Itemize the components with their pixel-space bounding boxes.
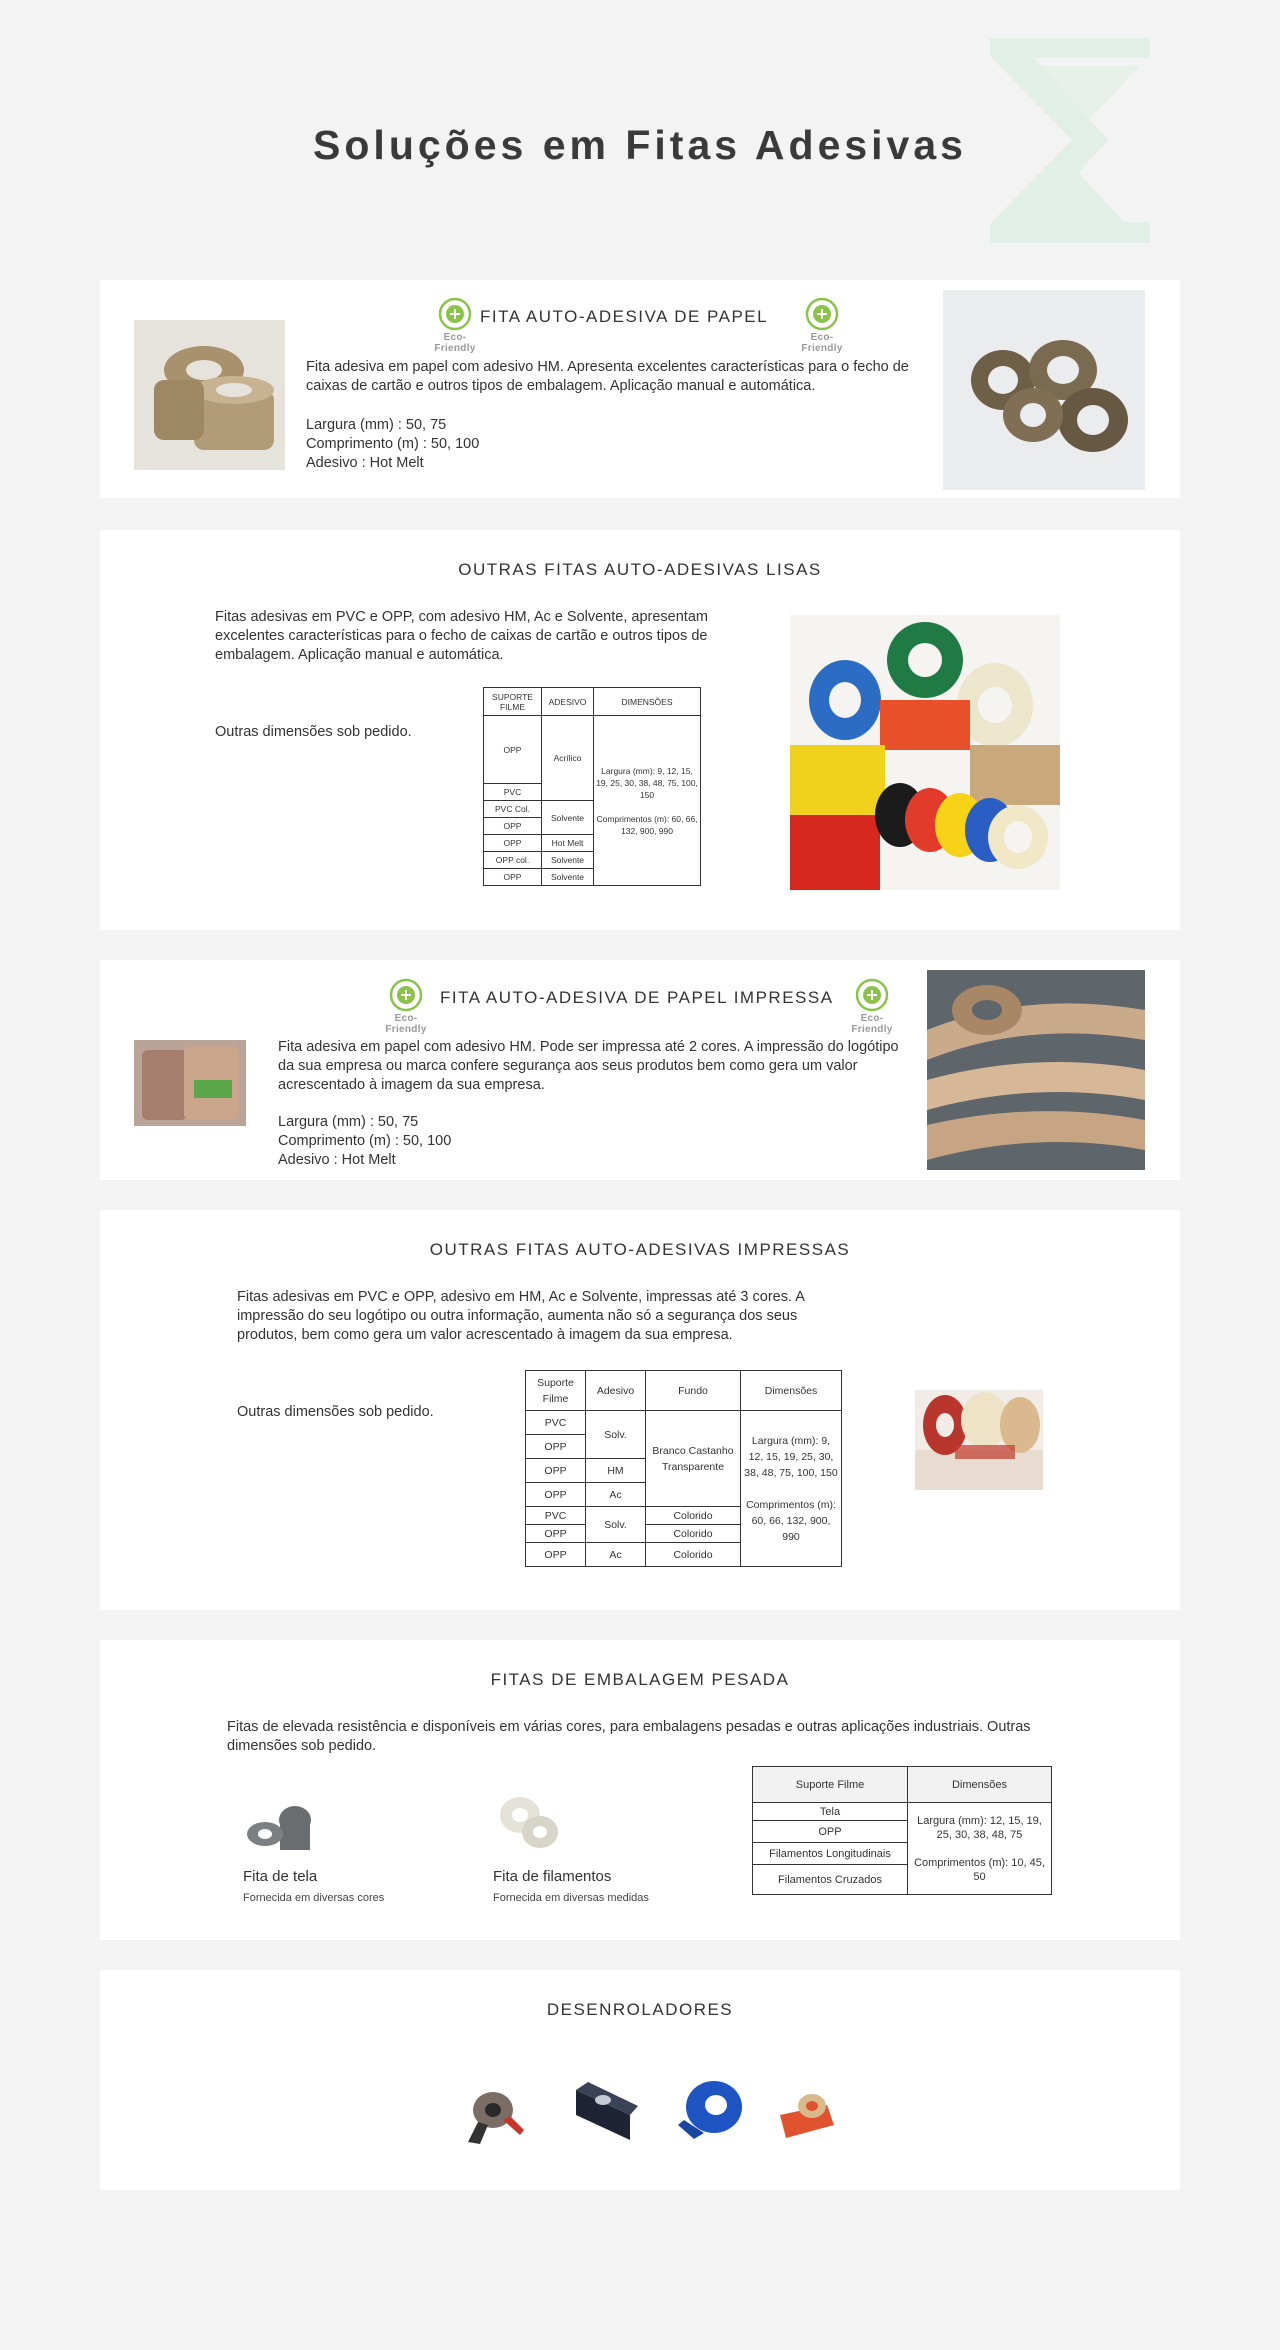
filament-tape-item — [493, 1868, 649, 1904]
cell-adhesive: Solvente — [542, 852, 594, 869]
product-name: Fita de filamentos — [493, 1868, 612, 1885]
header-film: Suporte Filme — [753, 1767, 908, 1803]
section-title: FITA AUTO-ADESIVA DE PAPEL IMPRESSA — [440, 988, 834, 1007]
bench-dispenser-photo — [568, 2070, 643, 2145]
cell-film: OPP — [484, 835, 542, 852]
spec-width: Largura (mm) : 50, 75 — [278, 1114, 419, 1130]
cell-adhesive: Hot Melt — [542, 835, 594, 852]
cell-dimensions: Largura (mm): 12, 15, 19, 25, 30, 38, 48, 75 Comprimentos (m): 10, 45, 50 — [908, 1803, 1052, 1895]
cell-film: OPP — [526, 1483, 586, 1507]
section-note: Outras dimensões sob pedido. — [237, 1404, 434, 1420]
cell-adhesive: HM — [586, 1459, 646, 1483]
spec-width: Largura (mm) : 50, 75 — [306, 417, 447, 433]
header-film: Suporte Filme — [526, 1371, 586, 1411]
section-description: Fita adesiva em papel com adesivo HM. Pode ser impressa até 2 cores. A impressão do logótipo da sua empresa ou marca confere segurança aos seus produtos bem como gera um valor acrescentado à imagem da sua empresa. — [278, 1039, 899, 1093]
spec-list — [306, 416, 479, 473]
cell-film: OPP — [753, 1821, 908, 1843]
cell-background: Colorido — [646, 1543, 741, 1567]
section-note: Outras dimensões sob pedido. — [215, 724, 412, 740]
cell-dimensions: Largura (mm): 9, 12, 15, 19, 25, 30, 38, 48, 75, 100, 150 Comprimentos (m): 60, 66, 132, 900, 990 — [594, 716, 701, 886]
section-description: Fita adesiva em papel com adesivo HM. Apresenta excelentes características para o fecho de caixas de cartão e outros tipos de embalagem. Aplicação manual e automática. — [306, 359, 909, 394]
cell-adhesive: Ac — [586, 1483, 646, 1507]
cell-film: Filamentos Longitudinais — [753, 1843, 908, 1865]
cell-adhesive: Solvente — [542, 869, 594, 886]
spec-list — [278, 1113, 451, 1170]
eco-friendly-icon — [389, 978, 423, 1012]
section-title: OUTRAS FITAS AUTO-ADESIVAS IMPRESSAS — [429, 1240, 851, 1259]
cell-film: PVC Col. — [484, 801, 542, 818]
cloth-tape-photo — [240, 1792, 315, 1857]
cell-film: OPP — [526, 1525, 586, 1543]
printed-tape-closeup-photo — [927, 970, 1145, 1170]
cell-film: PVC — [484, 784, 542, 801]
paper-tape-rolls-photo — [943, 290, 1145, 490]
section-title: OUTRAS FITAS AUTO-ADESIVAS LISAS — [458, 560, 822, 579]
section-description: Fitas de elevada resistência e disponíveis em várias cores, para embalagens pesadas e outras aplicações industriais. Outras dimensões sob pedido. — [227, 1719, 1031, 1754]
cell-film: OPP col. — [484, 852, 542, 869]
eco-friendly-icon — [855, 978, 889, 1012]
cell-film: OPP — [484, 716, 542, 784]
product-sub: Fornecida em diversas cores — [243, 1892, 385, 1904]
header-dimensions: Dimensões — [741, 1371, 842, 1411]
spec-adhesive: Adesivo : Hot Melt — [278, 1152, 396, 1168]
section-title: FITAS DE EMBALAGEM PESADA — [490, 1670, 790, 1689]
cell-film: OPP — [484, 869, 542, 886]
cell-adhesive: Solvente — [542, 801, 594, 835]
plain-tapes-table — [483, 687, 701, 886]
cell-adhesive: Acrílico — [542, 716, 594, 801]
section-printed-paper-tape — [100, 960, 1180, 1180]
cell-dimensions: Largura (mm): 9, 12, 15, 19, 25, 30, 38, 48, 75, 100, 150 Comprimentos (m): 60, 66, 132, 900, 990 — [741, 1411, 842, 1567]
filament-tape-photo — [490, 1790, 565, 1855]
cell-adhesive: Solv. — [586, 1507, 646, 1543]
cell-film: PVC — [526, 1507, 586, 1525]
header-adhesive: ADESIVO — [542, 688, 594, 716]
printed-tapes-table — [525, 1370, 842, 1567]
section-description: Fitas adesivas em PVC e OPP, com adesivo HM, Ac e Solvente, apresentam excelentes características para o fecho de caixas de cartão e outros tipos de embalagem. Aplicação manual e automática. — [215, 609, 708, 663]
heavy-packaging-table — [752, 1766, 1052, 1895]
paper-tape-photo — [134, 320, 285, 470]
header-dimensions: DIMENSÕES — [594, 688, 701, 716]
cell-background: Colorido — [646, 1525, 741, 1543]
spec-adhesive: Adesivo : Hot Melt — [306, 455, 424, 471]
eco-friendly-icon — [805, 297, 839, 331]
hand-dispenser-photo — [674, 2075, 749, 2145]
eco-badge: Eco-Friendly — [374, 978, 438, 1035]
section-plain-tapes — [100, 530, 1180, 930]
cell-film: OPP — [526, 1435, 586, 1459]
printed-paper-tape-photo — [134, 1040, 246, 1126]
product-sub: Fornecida em diversas medidas — [493, 1892, 649, 1904]
eco-badge: Eco-Friendly — [840, 978, 904, 1035]
printed-tapes-photo — [915, 1390, 1043, 1490]
cell-film: OPP — [526, 1543, 586, 1567]
cell-adhesive: Solv. — [586, 1411, 646, 1459]
page-title: Soluções em Fitas Adesivas — [313, 122, 967, 168]
header-film: SUPORTE FILME — [484, 688, 542, 716]
cell-film: Filamentos Cruzados — [753, 1865, 908, 1895]
section-title: DESENROLADORES — [546, 2000, 734, 2019]
cell-film: Tela — [753, 1803, 908, 1821]
cell-adhesive: Ac — [586, 1543, 646, 1567]
eco-friendly-icon — [438, 297, 472, 331]
header-adhesive: Adesivo — [586, 1371, 646, 1411]
desk-dispenser-photo — [772, 2080, 847, 2145]
cell-background: Colorido — [646, 1507, 741, 1525]
section-paper-tape — [100, 280, 1180, 498]
cell-background: Branco Castanho Transparente — [646, 1411, 741, 1507]
header-dimensions: Dimensões — [908, 1767, 1052, 1803]
eco-badge: Eco-Friendly — [790, 297, 854, 354]
cell-film: PVC — [526, 1411, 586, 1435]
dispenser-gun-photo — [458, 2080, 533, 2150]
section-printed-tapes — [100, 1210, 1180, 1610]
cloth-tape-item — [243, 1868, 384, 1904]
spec-length: Comprimento (m) : 50, 100 — [278, 1133, 452, 1149]
product-name: Fita de tela — [243, 1868, 318, 1885]
eco-badge: Eco-Friendly — [423, 297, 487, 354]
cell-film: OPP — [484, 818, 542, 835]
section-description: Fitas adesivas em PVC e OPP, adesivo em HM, Ac e Solvente, impressas até 3 cores. A impressão do seu logótipo ou outra informação, aumenta não só a segurança dos seus produtos, bem como gera um valor acrescentado à imagem da sua empresa. — [237, 1289, 805, 1343]
section-heavy-packaging — [100, 1640, 1180, 1940]
section-dispensers — [100, 1970, 1180, 2190]
cell-film: OPP — [526, 1459, 586, 1483]
section-title: FITA AUTO-ADESIVA DE PAPEL — [480, 307, 769, 326]
header-background: Fundo — [646, 1371, 741, 1411]
spec-length: Comprimento (m) : 50, 100 — [306, 436, 480, 452]
colored-tapes-photo — [790, 615, 1060, 890]
